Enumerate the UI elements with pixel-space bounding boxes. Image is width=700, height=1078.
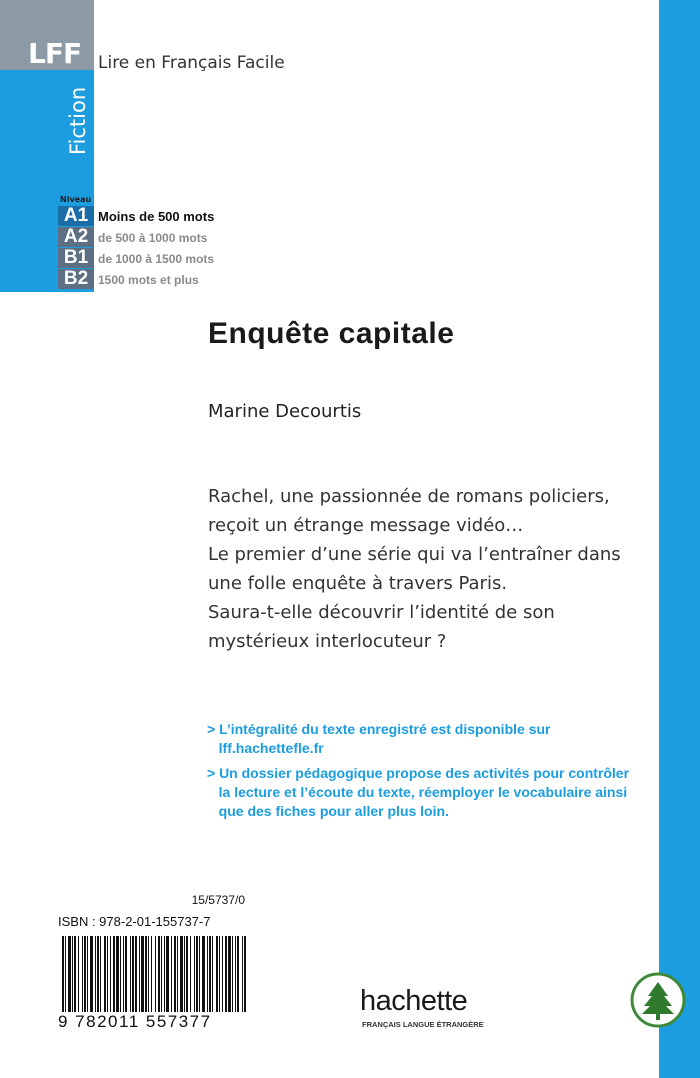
level-code-a2: A2 [58,227,94,247]
barcode-bar [82,936,83,1012]
barcode-bar [212,936,213,1012]
barcode-bar [148,936,149,1012]
barcode-bar [161,936,162,1012]
note-line: la lecture et l’écoute du texte, réemployer le vocabulaire ainsi [207,784,628,800]
barcode-bar [180,936,183,1012]
note-line: que des fiches pour aller plus loin. [207,803,449,819]
note-line: > Un dossier pédagogique propose des activités pour contrôler [207,765,630,781]
barcode-bar [72,936,73,1012]
barcode-bar [196,936,198,1012]
barcode-bar [164,936,165,1012]
barcode-bar [97,936,99,1012]
barcode-bar [78,936,79,1012]
publisher-subtitle: FRANÇAIS LANGUE ÉTRANGÈRE [362,1020,484,1029]
barcode-bar [90,936,93,1012]
isbn: ISBN : 978-2-01-155737-7 [58,914,211,929]
barcode-bar [242,936,243,1012]
blurb-line: mystérieux interlocuteur ? [208,631,447,652]
publisher-logo: hachette [360,985,468,1017]
barcode-bar [95,936,96,1012]
barcode-bar [174,936,176,1012]
barcode-bar [184,936,185,1012]
level-code-b2: B2 [58,269,94,289]
barcode-bar [132,936,134,1012]
level-code-a1: A1 [58,206,94,226]
blurb-line: Le premier d’une série qui va l’entraîner dans [208,544,621,565]
barcode-bar [113,936,115,1012]
barcode-bar [62,936,64,1012]
barcode-bar [155,936,156,1012]
barcode-bar [209,936,211,1012]
barcode-bar [202,936,205,1012]
barcode-bar [171,936,172,1012]
note-link: lff.hachettefle.fr [207,740,324,756]
barcode-bar [74,936,76,1012]
genre-label: Fiction [66,86,90,155]
barcode-bar [68,936,71,1012]
barcode-bar [100,936,101,1012]
barcode-bar [151,936,152,1012]
barcode-bar [166,936,169,1012]
series-title: Lire en Français Facile [98,53,285,73]
barcode-bar [123,936,124,1012]
barcode-bar [237,936,239,1012]
level-code-b1: B1 [58,248,94,268]
barcode-bar [107,936,108,1012]
barcode-bar [219,936,220,1012]
barcode-bar [120,936,121,1012]
level-text-a2: de 500 à 1000 mots [98,231,208,245]
tree-icon [630,972,686,1028]
niveau-label: Niveau [60,195,92,204]
right-blue-strip [659,0,700,1078]
barcode-bar [125,936,127,1012]
barcode-bar [158,936,160,1012]
barcode-bar [199,936,200,1012]
series-logo: LFF [28,37,82,70]
barcode-bar [141,936,144,1012]
level-text-b1: de 1000 à 1500 mots [98,252,215,266]
barcode-bar [235,936,236,1012]
blurb-line: reçoit un étrange message vidéo… [208,515,524,536]
barcode-bar [135,936,137,1012]
blurb-line: Saura-t-elle découvrir l’identité de son [208,602,555,623]
barcode-bar [84,936,86,1012]
book-title: Enquête capitale [208,317,455,350]
barcode-bar [110,936,111,1012]
barcode-bar [145,936,147,1012]
barcode-bar [116,936,119,1012]
blurb-line: une folle enquête à travers Paris. [208,573,508,594]
barcode-digits: 9 782011 557377 [58,1012,212,1031]
blurb-line: Rachel, une passionnée de romans policiers, [208,486,610,507]
level-text-b2: 1500 mots et plus [98,273,199,287]
barcode-bar [177,936,178,1012]
level-text-a1: Moins de 500 mots [98,209,215,224]
barcode-bar [87,936,88,1012]
notes-list [207,720,657,821]
barcode-bar [244,936,246,1012]
barcode-bar [130,936,131,1012]
barcode-bar [139,936,140,1012]
barcode [62,936,246,1012]
barcode-bar [186,936,188,1012]
barcode-bar [222,936,223,1012]
barcode-bar [228,936,231,1012]
barcode-bar [65,936,66,1012]
note-line: > L’intégralité du texte enregistré est disponible sur [207,721,551,737]
book-author: Marine Decourtis [208,401,362,422]
barcode-bar [225,936,227,1012]
book-blurb [208,482,648,656]
barcode-bar [190,936,191,1012]
barcode-bar [104,936,106,1012]
barcode-bar [207,936,208,1012]
barcode-bar [232,936,233,1012]
barcode-bar [194,936,195,1012]
catalog-code: 15/5737/0 [191,893,245,907]
barcode-bar [216,936,218,1012]
